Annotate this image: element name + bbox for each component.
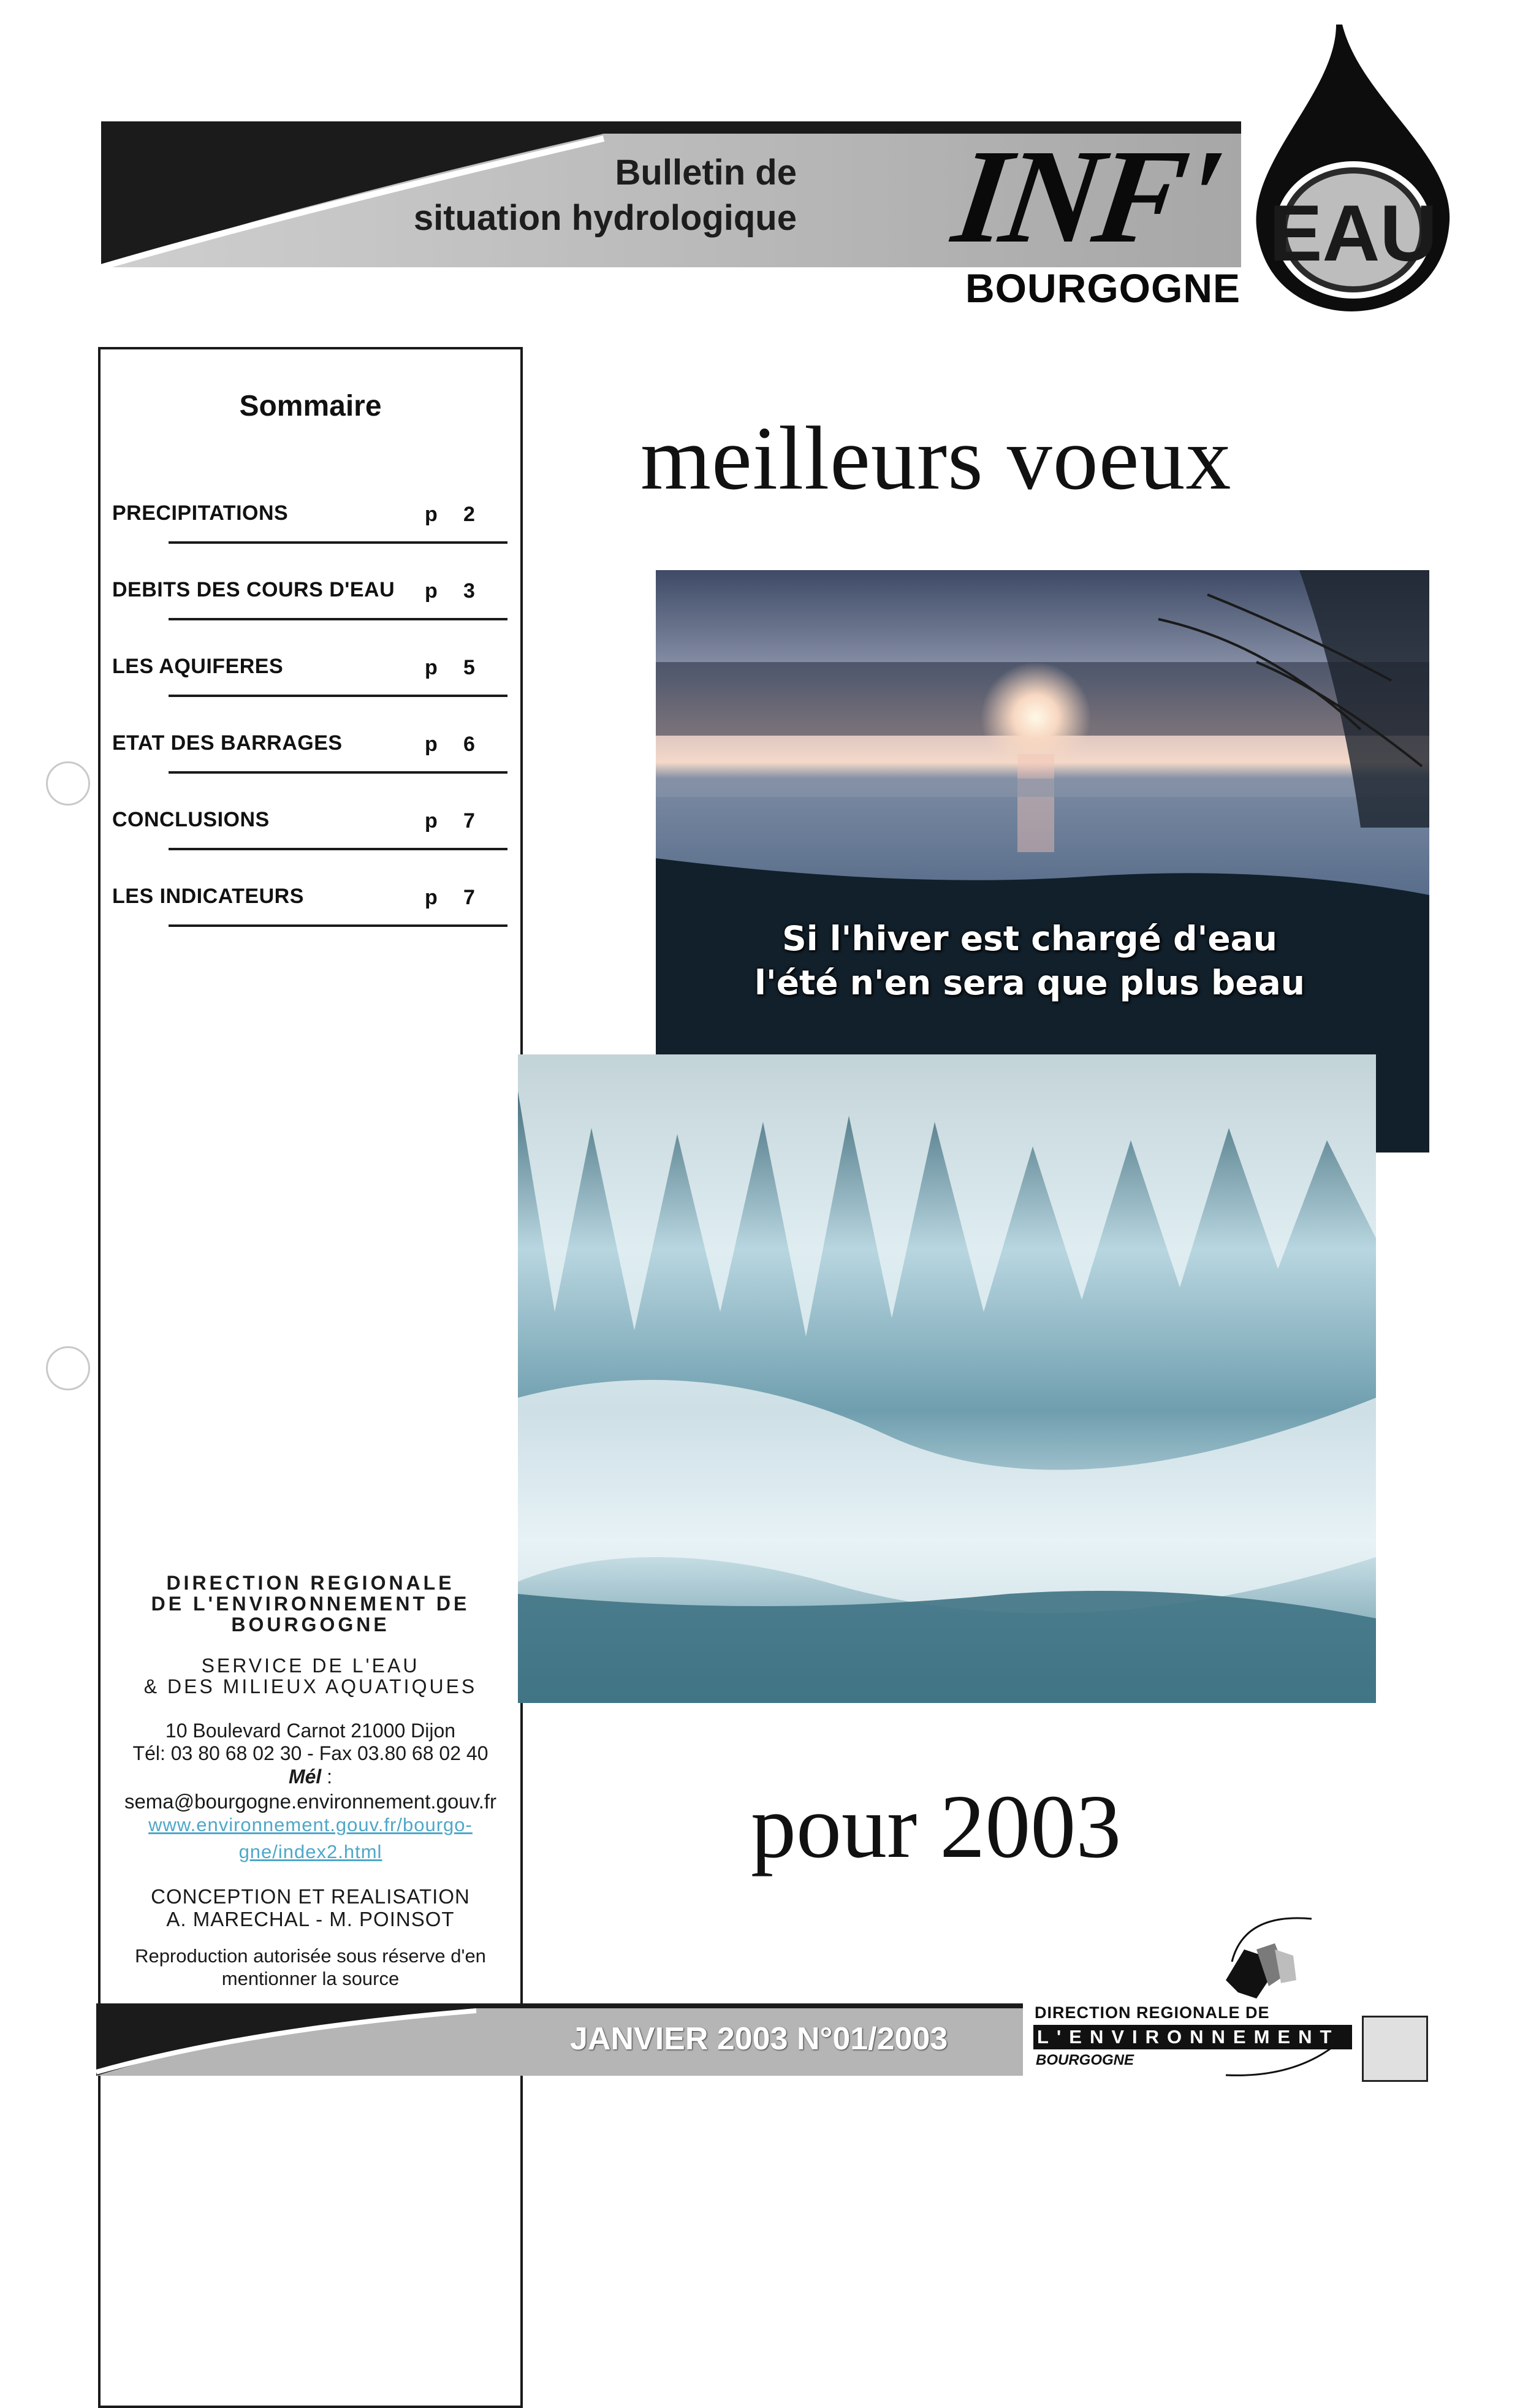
service-line: & DES MILIEUX AQUATIQUES <box>143 1675 477 1697</box>
toc-item-precipitations <box>112 501 504 538</box>
toc-divider <box>169 695 507 697</box>
footer-swoosh-icon <box>1220 2041 1342 2078</box>
region-name: BOURGOGNE <box>965 265 1241 311</box>
email-address[interactable]: sema@bourgogne.environnement.gouv.fr <box>124 1790 497 1813</box>
toc-divider <box>169 541 507 544</box>
conception-credits <box>98 1885 523 1930</box>
conception-line: CONCEPTION ET REALISATION <box>151 1885 470 1908</box>
service-name <box>98 1655 523 1697</box>
toc-item-barrages <box>112 731 504 768</box>
authors-line: A. MARECHAL - M. POINSOT <box>166 1908 455 1930</box>
toc-page-prefix: p <box>425 503 438 526</box>
website-line[interactable]: www.environnement.gouv.fr/bourgo- <box>148 1814 473 1835</box>
photo-caption <box>711 916 1348 1005</box>
toc-page-number: 7 <box>463 886 475 909</box>
toc-page-prefix: p <box>425 579 438 603</box>
toc-item-debits <box>112 578 504 615</box>
toc-page-number: 6 <box>463 733 475 756</box>
toc-divider <box>169 924 507 927</box>
logo-eau-text: EAU <box>1269 188 1438 278</box>
bulletin-title-line2: situation hydrologique <box>413 198 797 238</box>
toc-item-indicateurs <box>112 885 504 921</box>
footer-square-box <box>1362 2016 1428 2082</box>
bulletin-title-line1: Bulletin de <box>615 153 797 192</box>
toc-divider <box>169 771 507 774</box>
year-greeting: pour 2003 <box>751 1777 1122 1877</box>
toc-page-number: 7 <box>463 809 475 833</box>
toc-page-prefix: p <box>425 809 438 833</box>
website-link[interactable] <box>98 1812 523 1865</box>
direction-line: DE L'ENVIRONNEMENT DE <box>151 1593 470 1615</box>
direction-line: BOURGOGNE <box>231 1614 390 1636</box>
website-line[interactable]: gne/index2.html <box>238 1841 382 1862</box>
caption-line: Si l'hiver est chargé d'eau <box>782 919 1277 958</box>
phone-fax-line: Tél: 03 80 68 02 30 - Fax 03.80 68 02 40 <box>132 1742 488 1764</box>
email-label-colon: : <box>321 1766 333 1788</box>
water-drop-logo-icon <box>1244 18 1456 313</box>
toc-page-number: 5 <box>463 656 475 679</box>
environment-ministry-logo-icon <box>1220 1913 1318 2011</box>
toc-label: CONCLUSIONS <box>112 808 270 831</box>
toc-page-prefix: p <box>425 733 438 756</box>
headline: meilleurs voeux <box>640 408 1232 509</box>
email-label <box>98 1766 523 1788</box>
direction-line: DIRECTION REGIONALE <box>166 1572 455 1594</box>
toc-item-aquiferes <box>112 655 504 692</box>
footer-direction: DIRECTION REGIONALE DE <box>1035 2003 1270 2022</box>
service-line: SERVICE DE L'EAU <box>201 1655 420 1677</box>
toc-label: DEBITS DES COURS D'EAU <box>112 578 395 601</box>
postal-address <box>98 1720 523 1765</box>
direction-name <box>98 1572 523 1635</box>
caption-line: l'été n'en sera que plus beau <box>754 963 1305 1002</box>
address-line: 10 Boulevard Carnot 21000 Dijon <box>165 1720 456 1742</box>
bulletin-title <box>343 150 797 241</box>
brand-wordmark: INF' <box>945 121 1225 271</box>
toc-label: LES AQUIFERES <box>112 655 284 678</box>
toc-page-number: 3 <box>463 579 475 603</box>
toc-item-conclusions <box>112 808 504 845</box>
footer-environment: L'ENVIRONNEMENT <box>1037 2026 1340 2048</box>
toc-page-prefix: p <box>425 656 438 679</box>
frozen-waterfall-photo <box>518 1054 1376 1703</box>
sommaire-title: Sommaire <box>239 390 382 422</box>
punch-hole-bottom <box>46 1346 90 1390</box>
toc-page-number: 2 <box>463 503 475 526</box>
reproduction-line: Reproduction autorisée sous réserve d'en <box>135 1945 486 1967</box>
reproduction-notice <box>98 1945 523 1990</box>
reproduction-line: mentionner la source <box>221 1968 400 1989</box>
punch-hole-top <box>46 761 90 806</box>
toc-label: ETAT DES BARRAGES <box>112 731 343 755</box>
toc-label: PRECIPITATIONS <box>112 501 289 525</box>
issue-number: JANVIER 2003 N°01/2003 <box>570 2021 948 2057</box>
footer-region: BOURGOGNE <box>1036 2052 1134 2068</box>
toc-divider <box>169 848 507 850</box>
toc-page-prefix: p <box>425 886 438 909</box>
toc-divider <box>169 618 507 620</box>
toc-label: LES INDICATEURS <box>112 885 304 908</box>
email-label-text: Mél <box>288 1766 322 1788</box>
